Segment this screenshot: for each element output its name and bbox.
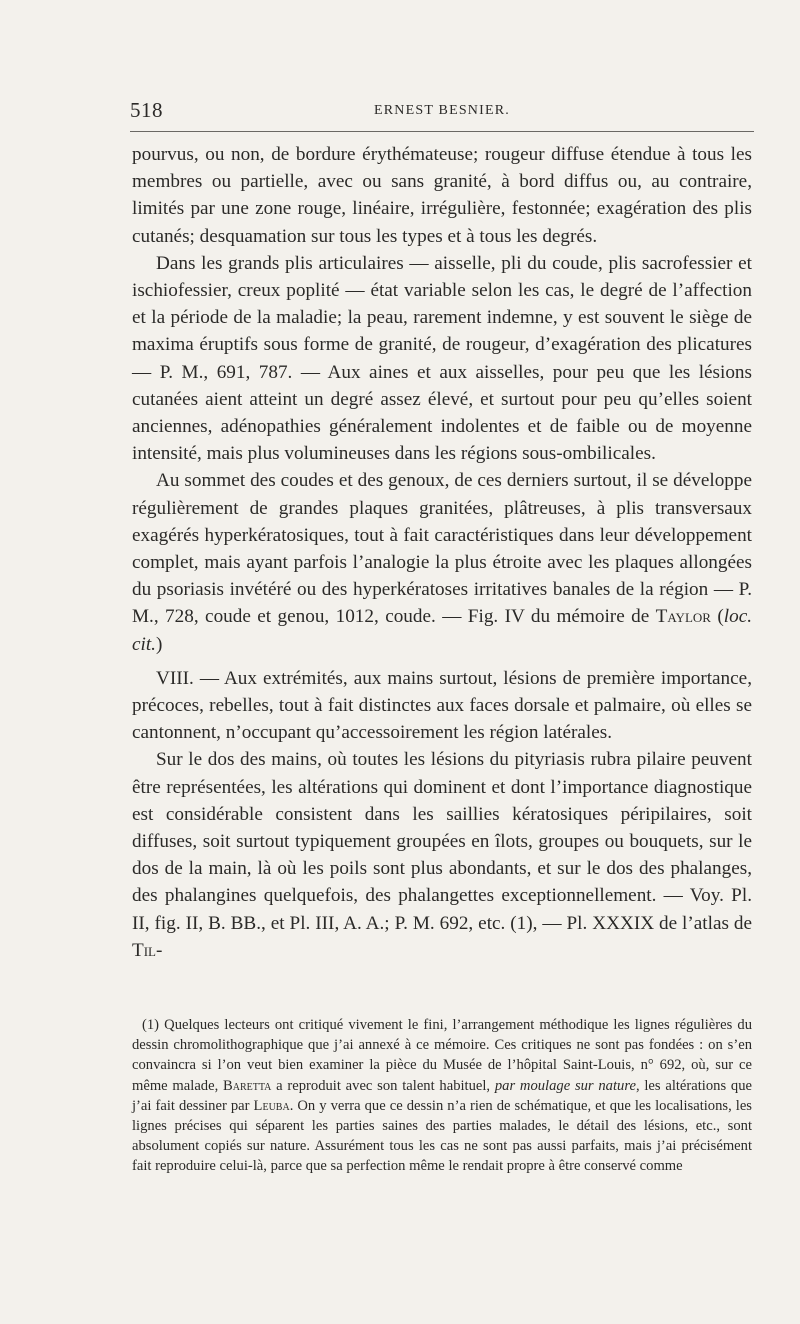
paragraph-back-of-hands-text: Sur le dos des mains, où toutes les lésions du pityriasis rubra pilaire peuvent être représentées, les altérations qui dominent et dont l’importance diagnostique est considérable consistent dans les saillies kératosiques péripilaires, soit diffuses, soit surtout typiquement groupées en îlots, groupes ou bouquets, sur le dos de la main, là où les poils sont plus abondants, et sur le dos des phalanges, des phalangines quelquefois, des phalangettes exceptionnellement. — Voy. Pl. II, fig. II, B. BB., et Pl. III, A. A.; P. M. 692, etc. (1), — Pl. XXXIX de l’atlas de — [132, 749, 752, 934]
author-baretta: Baretta — [223, 1077, 272, 1094]
running-head — [130, 98, 754, 128]
footnote-text-3: , les altérations que j’ai fait dessiner par — [132, 1077, 752, 1114]
footnote-text-1: Quelques lecteurs ont critiqué vivement le fini, l’arrangement méthodique les lignes régulières du dessin chromolithographique que j’ai annexé à ce mémoire. Ces critiques ne sont pas fondées : on s’en convaincra si l’on veut bien examiner la pièce du Musée de l’hôpital Saint-Louis, n° 692, où, sur ce même malade, — [132, 1017, 752, 1094]
reference-close: ) — [155, 633, 163, 655]
paragraph-section-viii: VIII. — Aux extrémités, aux mains surtout, lésions de première importance, précoces, rebelles, tout à fait distinctes aux faces dorsale et palmaire, où elles se cantonnent, n’occupant qu’accessoirement les région latérales. — [132, 667, 752, 744]
author-taylor: Taylor — [655, 606, 711, 628]
header-rule — [130, 131, 754, 132]
footnote-text-4: . On y verra que ce dessin n’a rien de schématique, et que les localisations, les lignes précises qui séparent les parties saines des parties malades, le détail des lésions, etc., sont absolument copiés sur nature. Assurément tous les cas ne sont pas aussi parfaits, mais j’ai précisément fait reproduire celui-là, parce que sa perfection même le rendait propre à être conservé comme — [132, 1097, 752, 1175]
footnote-moulage: par moulage sur nature — [494, 1077, 636, 1094]
reference-loc-cit: loc. cit. — [132, 606, 753, 655]
footnote-marker: (1) — [142, 1017, 160, 1033]
footnote-area — [132, 1015, 752, 1177]
footnote-text-2: a reproduit avec son talent habituel, — [271, 1077, 495, 1094]
running-title: ERNEST BESNIER. — [374, 103, 510, 118]
page-number: 518 — [130, 98, 163, 122]
paragraph-back-of-hands — [132, 746, 752, 964]
footnote — [132, 1015, 752, 1177]
paragraph-continuation: pourvus, ou non, de bordure érythémateuse; rougeur diffuse étendue à tous les membres ou partielle, avec ou sans granité, à bord diffus ou, au contraire, limités par une zone rouge, linéaire, irrégulière, festonnée; exagération des plis cutanés; desquamation sur tous les types et à tous les degrés. — [132, 144, 752, 247]
author-leuba: Leuba — [253, 1097, 290, 1114]
paragraph-elbows-knees — [132, 467, 752, 657]
body-text — [132, 141, 752, 964]
author-til: Til- — [132, 939, 163, 961]
paragraph-articular-folds: Dans les grands plis articulaires — aisselle, pli du coude, plis sacrofessier et ischiofessier, creux poplité — état variable selon les cas, le degré de l’affection et la période de la maladie; la peau, rarement indemne, y est souvent le siège de maxima éruptifs sous forme de granité, de rougeur, d’exagération des plicatures — P. M., 691, 787. — Aux aines et aux aisselles, pour peu que les lésions cutanées aient atteint un degré assez élevé, et surtout pour peu qu’elles soient anciennes, adénopathies généralement indolentes et de faible ou de moyenne intensité, mais plus volumineuses dans les régions sous-ombilicales. — [132, 252, 752, 465]
paragraph-elbows-knees-text: Au sommet des coudes et des genoux, de ces derniers surtout, il se développe régulièrement de grandes plaques granitées, plâtreuses, à plis transversaux exagérés hyperkératosiques, tout à fait caractéristiques dans leur développement complet, mais ayant parfois l’analogie la plus étroite avec les plaques allongées du psoriasis invétéré ou des hyperkératoses irritatives banales de la région — P. M., 728, coude et genou, 1012, coude. — Fig. IV du mémoire de — [132, 470, 752, 628]
reference-open: ( — [710, 606, 724, 628]
